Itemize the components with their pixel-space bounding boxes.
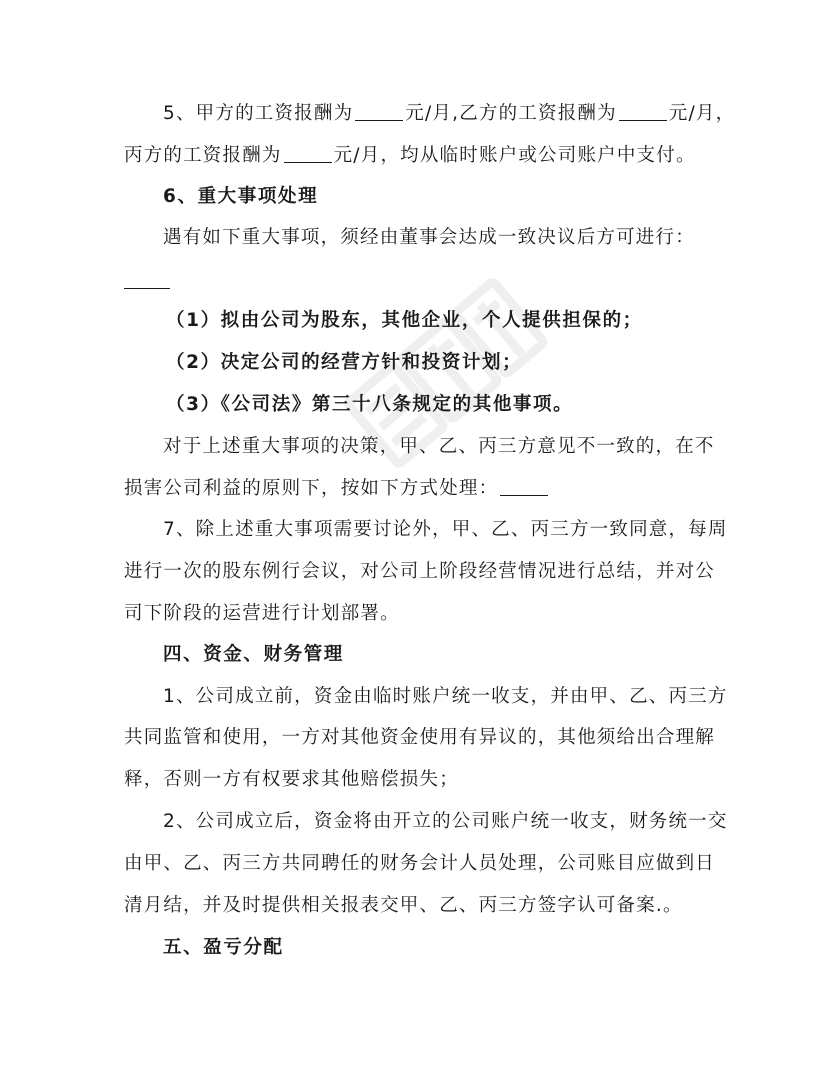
- paragraph-line: 释，否则一方有权要求其他赔偿损失；: [124, 769, 459, 790]
- salary-line-2: [124, 143, 696, 169]
- list-item-3: （3）《公司法》第三十八条规定的其他事项。: [166, 394, 574, 415]
- paragraph-line: 清月结，并及时提供相关报表交甲、乙、丙三方签字认可备案.。: [124, 895, 683, 916]
- paragraph-line: 遇有如下重大事项，须经由董事会达成一致决议后方可进行：: [163, 227, 695, 248]
- paragraph-line: 2、公司成立后，资金将由开立的公司账户统一收支，财务统一交: [163, 811, 728, 832]
- list-item-2: （2）决定公司的经营方针和投资计划；: [166, 352, 523, 373]
- watermark-seal-icon: [312, 246, 572, 506]
- salary-text-c: 元/月，: [668, 103, 736, 124]
- paragraph-line-with-blank: [124, 476, 550, 502]
- list-item-1: （1）拟由公司为股东，其他企业，个人提供担保的；: [166, 310, 643, 331]
- section-heading-finance: 四、资金、财务管理: [163, 644, 344, 665]
- paragraph-line: 共同监管和使用，一方对其他资金使用有异议的，其他须给出合理解: [124, 727, 716, 748]
- blank-field-yi-salary[interactable]: [619, 102, 667, 121]
- paragraph-line: 对于上述重大事项的决策，甲、乙、丙三方意见不一致的，在不: [163, 436, 715, 457]
- paragraph-line: 由甲、乙、丙三方共同聘任的财务会计人员处理，公司账目应做到日: [124, 853, 716, 874]
- section-heading-major-matters: 6、重大事项处理: [163, 186, 319, 207]
- salary-text-a: 5、甲方的工资报酬为: [163, 103, 354, 124]
- salary-line-1: [163, 101, 735, 127]
- paragraph-line: 7、除上述重大事项需要讨论外，甲、乙、丙三方一致同意，每周: [163, 519, 728, 540]
- blank-field-bing-salary[interactable]: [284, 144, 332, 163]
- salary-text-e: 元/月，均从临时账户或公司账户中支付。: [333, 145, 696, 166]
- blank-field-resolution[interactable]: [500, 477, 548, 496]
- paragraph-line: 损害公司利益的原则下，按如下方式处理：: [124, 478, 499, 499]
- paragraph-line: 1、公司成立前，资金由临时账户统一收支，并由甲、乙、丙三方: [163, 686, 728, 707]
- blank-field-decision[interactable]: [124, 288, 170, 289]
- section-heading-profit-loss: 五、盈亏分配: [163, 937, 284, 958]
- blank-field-jia-salary[interactable]: [355, 102, 403, 121]
- paragraph-line: 司下阶段的运营进行计划部署。: [124, 603, 400, 624]
- salary-text-b: 元/月,乙方的工资报酬为: [405, 103, 617, 124]
- salary-text-d: 丙方的工资报酬为: [124, 145, 282, 166]
- paragraph-line: 进行一次的股东例行会议，对公司上阶段经营情况进行总结，并对公: [124, 561, 716, 582]
